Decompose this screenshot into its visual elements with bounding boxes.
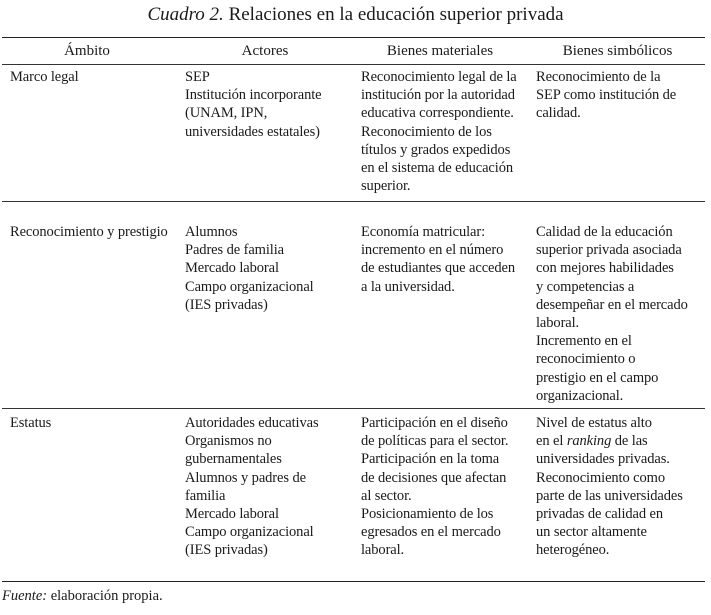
row2-bienes-simbolicos: Calidad de la educación superior privada asociada con mejores habilidades y competencias a desempeñar en el mercado laboral. Incremento en el reconocimiento o prestigio en el campo organizacional. — [536, 224, 688, 404]
row-rule-1 — [2, 201, 705, 202]
header-bienes-simbolicos: Bienes simbólicos — [562, 43, 673, 59]
table-title — [0, 4, 711, 26]
row3-simbolicos-part2: de las universidades privadas. Reconocimiento como parte de las universidades privadas de calidad en un sector altamente heterogéneo. — [536, 433, 683, 559]
row3-actores: Autoridades educativas Organismos no gubernamentales Alumnos y padres de familia Mercado laboral Campo organizacional (IES privadas) — [185, 415, 319, 559]
table-caption: Relaciones en la educación superior privada — [228, 4, 564, 25]
source-text: elaboración propia. — [47, 588, 163, 604]
source-label: Fuente: — [2, 588, 48, 604]
row-rule-2 — [2, 408, 705, 409]
row2-ambito: Reconocimiento y prestigio — [10, 224, 168, 240]
header-actores: Actores — [241, 43, 289, 59]
header-ambito: Ámbito — [64, 43, 110, 59]
row2-actores: Alumnos Padres de familia Mercado laboral Campo organizacional (IES privadas) — [185, 224, 314, 313]
row1-ambito: Marco legal — [10, 69, 79, 85]
row3-bienes-simbolicos — [536, 414, 704, 560]
header-rule — [2, 64, 705, 65]
source-note — [2, 587, 163, 605]
row3-simbolicos-ranking: ranking — [566, 433, 612, 450]
bottom-rule — [2, 581, 705, 582]
row3-simbolicos-part1: Nivel de estatus alto en el — [536, 415, 652, 450]
row3-bienes-materiales: Participación en el diseño de políticas para el sector. Participación en la toma de decisiones que afectan al sector. Posicionamiento de los egresados en el mercado laboral. — [361, 415, 509, 559]
row3-ambito: Estatus — [10, 415, 52, 431]
table-number: Cuadro 2. — [147, 4, 224, 25]
row1-bienes-materiales: Reconocimiento legal de la institución por la autoridad educativa correspondiente. Reconocimiento de los títulos y grados expedidos en el sistema de educación superior. — [361, 69, 517, 195]
row2-bienes-materiales: Economía matricular: incremento en el número de estudiantes que acceden a la universidad. — [361, 224, 516, 295]
row1-bienes-simbolicos: Reconocimiento de la SEP como institución de calidad. — [536, 69, 677, 122]
header-bienes-materiales: Bienes materiales — [386, 43, 494, 59]
row1-actores: SEP Institución incorporante (UNAM, IPN, universidades estatales) — [185, 69, 322, 140]
top-rule — [2, 37, 705, 38]
